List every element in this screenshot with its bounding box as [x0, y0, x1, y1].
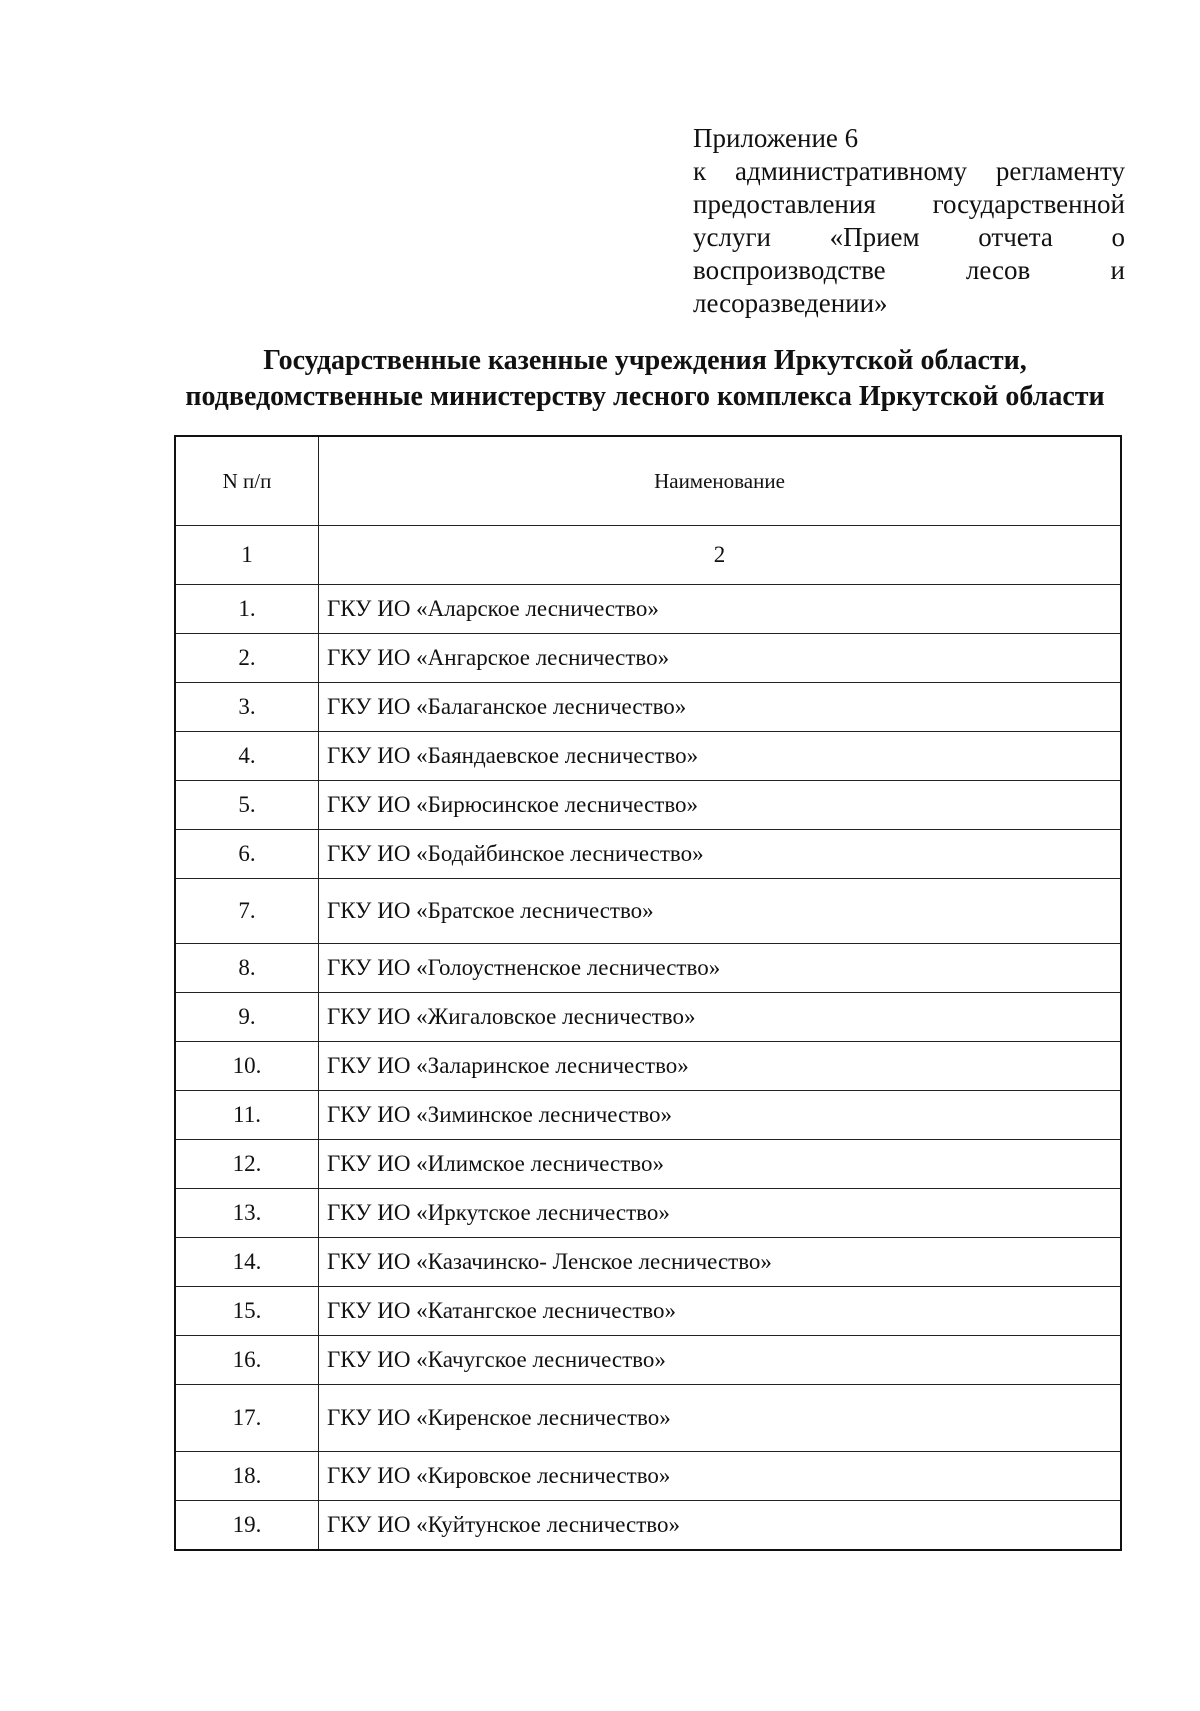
table-row — [175, 683, 1121, 732]
institutions-table — [174, 435, 1122, 1551]
row-name: ГКУ ИО «Бодайбинское лесничество» — [319, 830, 1122, 879]
row-number: 3. — [175, 683, 319, 732]
table-row — [175, 1336, 1121, 1385]
row-number: 6. — [175, 830, 319, 879]
heading-line-2: подведомственные министерству лесного комплекса Иркутской области — [185, 381, 1105, 412]
row-name: ГКУ ИО «Голоустненское лесничество» — [319, 944, 1122, 993]
row-number: 10. — [175, 1042, 319, 1091]
table-index-row — [175, 526, 1121, 585]
row-number: 14. — [175, 1238, 319, 1287]
row-name: ГКУ ИО «Казачинско- Ленское лесничество» — [319, 1238, 1122, 1287]
row-number: 2. — [175, 634, 319, 683]
row-number: 8. — [175, 944, 319, 993]
table-row — [175, 781, 1121, 830]
row-name: ГКУ ИО «Иркутское лесничество» — [319, 1189, 1122, 1238]
header-name: Наименование — [319, 436, 1122, 526]
row-number: 11. — [175, 1091, 319, 1140]
row-name: ГКУ ИО «Баяндаевское лесничество» — [319, 732, 1122, 781]
table-row — [175, 1501, 1121, 1551]
table-row — [175, 944, 1121, 993]
row-name: ГКУ ИО «Куйтунское лесничество» — [319, 1501, 1122, 1551]
row-number: 15. — [175, 1287, 319, 1336]
row-name: ГКУ ИО «Илимское лесничество» — [319, 1140, 1122, 1189]
row-number: 12. — [175, 1140, 319, 1189]
row-name: ГКУ ИО «Жигаловское лесничество» — [319, 993, 1122, 1042]
row-number: 9. — [175, 993, 319, 1042]
row-name: ГКУ ИО «Заларинское лесничество» — [319, 1042, 1122, 1091]
appendix-title: Приложение 6 — [693, 123, 859, 153]
table-row — [175, 1287, 1121, 1336]
document-heading — [160, 343, 1130, 415]
row-name: ГКУ ИО «Балаганское лесничество» — [319, 683, 1122, 732]
table-row — [175, 732, 1121, 781]
index-num: 1 — [175, 526, 319, 585]
heading-line-1: Государственные казенные учреждения Иркутской области, — [263, 345, 1027, 376]
row-name: ГКУ ИО «Киренское лесничество» — [319, 1385, 1122, 1452]
row-name: ГКУ ИО «Катангское лесничество» — [319, 1287, 1122, 1336]
table-row — [175, 585, 1121, 634]
table-header-row — [175, 436, 1121, 526]
row-number: 1. — [175, 585, 319, 634]
appendix-line: воспроизводстве лесов и — [693, 255, 1125, 285]
appendix-line: услуги «Прием отчета о — [693, 222, 1125, 252]
row-name: ГКУ ИО «Кировское лесничество» — [319, 1452, 1122, 1501]
header-num: N п/п — [175, 436, 319, 526]
index-name: 2 — [319, 526, 1122, 585]
table-row — [175, 1452, 1121, 1501]
row-number: 4. — [175, 732, 319, 781]
table-row — [175, 830, 1121, 879]
appendix-line: к административному регламенту — [693, 156, 1125, 186]
appendix-block — [693, 122, 1125, 320]
table-row — [175, 1189, 1121, 1238]
row-name: ГКУ ИО «Качугское лесничество» — [319, 1336, 1122, 1385]
row-number: 17. — [175, 1385, 319, 1452]
appendix-line: предоставления государственной — [693, 189, 1125, 219]
row-number: 19. — [175, 1501, 319, 1551]
row-name: ГКУ ИО «Бирюсинское лесничество» — [319, 781, 1122, 830]
table-row — [175, 634, 1121, 683]
row-number: 16. — [175, 1336, 319, 1385]
row-name: ГКУ ИО «Братское лесничество» — [319, 879, 1122, 944]
table-row — [175, 993, 1121, 1042]
table-row — [175, 1140, 1121, 1189]
row-number: 7. — [175, 879, 319, 944]
row-name: ГКУ ИО «Зиминское лесничество» — [319, 1091, 1122, 1140]
table-row — [175, 1238, 1121, 1287]
appendix-line: лесоразведении» — [693, 288, 888, 318]
table-row — [175, 1042, 1121, 1091]
table-row — [175, 1385, 1121, 1452]
row-name: ГКУ ИО «Ангарское лесничество» — [319, 634, 1122, 683]
row-number: 5. — [175, 781, 319, 830]
table-row — [175, 1091, 1121, 1140]
row-number: 18. — [175, 1452, 319, 1501]
table-row — [175, 879, 1121, 944]
row-number: 13. — [175, 1189, 319, 1238]
row-name: ГКУ ИО «Аларское лесничество» — [319, 585, 1122, 634]
